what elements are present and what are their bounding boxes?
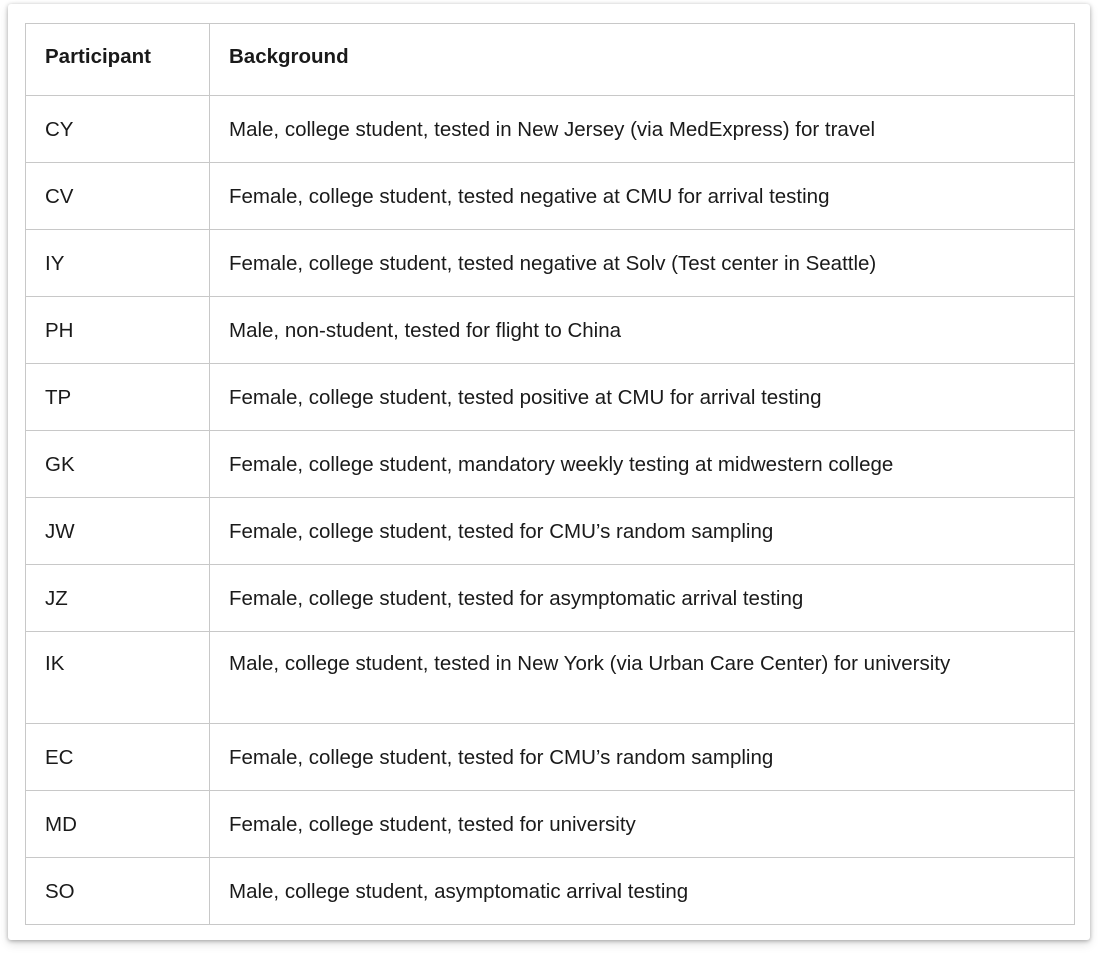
background-cell: Female, college student, tested for asymptomatic arrival testing: [210, 565, 1075, 632]
table-row: [26, 632, 1075, 724]
background-cell: Female, college student, tested negative at Solv (Test center in Seattle): [210, 230, 1075, 297]
background-cell: Male, college student, tested in New York (via Urban Care Center) for university: [210, 632, 1075, 724]
table-row: [26, 431, 1075, 498]
background-cell: Female, college student, tested for university: [210, 791, 1075, 858]
table-row: [26, 498, 1075, 565]
background-cell: Female, college student, tested positive at CMU for arrival testing: [210, 364, 1075, 431]
participant-cell: GK: [26, 431, 210, 498]
background-cell: Female, college student, tested for CMU’s random sampling: [210, 498, 1075, 565]
background-cell: Male, non-student, tested for flight to China: [210, 297, 1075, 364]
background-cell: Male, college student, asymptomatic arrival testing: [210, 858, 1075, 925]
background-cell: Female, college student, mandatory weekly testing at midwestern college: [210, 431, 1075, 498]
participant-cell: PH: [26, 297, 210, 364]
table-row: [26, 96, 1075, 163]
participant-cell: JW: [26, 498, 210, 565]
table-row: [26, 791, 1075, 858]
participant-cell: CY: [26, 96, 210, 163]
header-background: Background: [210, 24, 1075, 96]
background-cell: Female, college student, tested for CMU’s random sampling: [210, 724, 1075, 791]
participant-cell: JZ: [26, 565, 210, 632]
table-card: [8, 4, 1090, 940]
participant-cell: IY: [26, 230, 210, 297]
table-row: [26, 724, 1075, 791]
participant-cell: IK: [26, 632, 210, 724]
background-cell: Female, college student, tested negative at CMU for arrival testing: [210, 163, 1075, 230]
table-row: [26, 230, 1075, 297]
table-row: [26, 858, 1075, 925]
table-row: [26, 364, 1075, 431]
participant-cell: EC: [26, 724, 210, 791]
participant-cell: TP: [26, 364, 210, 431]
participant-cell: SO: [26, 858, 210, 925]
table-header-row: [26, 24, 1075, 96]
participant-cell: CV: [26, 163, 210, 230]
table-row: [26, 297, 1075, 364]
background-cell: Male, college student, tested in New Jersey (via MedExpress) for travel: [210, 96, 1075, 163]
table-row: [26, 565, 1075, 632]
header-participant: Participant: [26, 24, 210, 96]
participant-cell: MD: [26, 791, 210, 858]
table-row: [26, 163, 1075, 230]
participants-table: [25, 23, 1075, 925]
